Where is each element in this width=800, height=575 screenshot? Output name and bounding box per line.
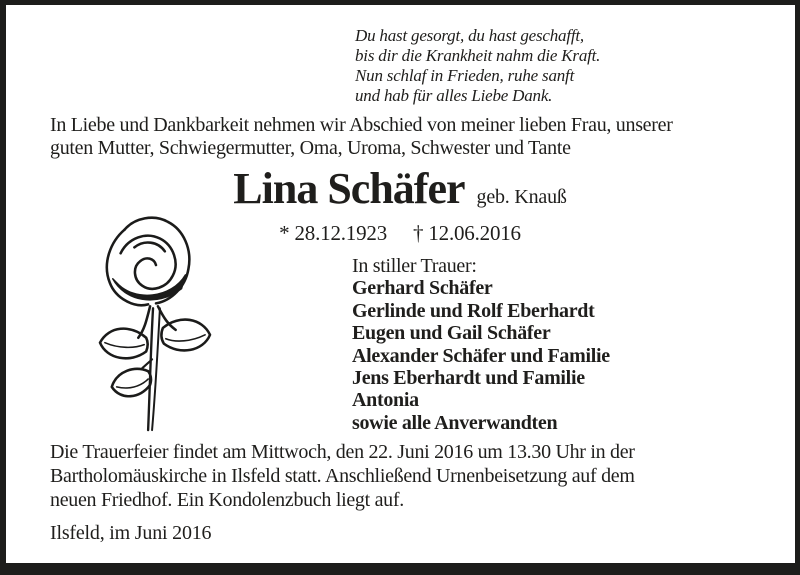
funeral-details — [50, 440, 635, 512]
mourner-name: Eugen und Gail Schäfer — [352, 322, 551, 345]
mourner-name: Gerhard Schäfer — [352, 277, 493, 300]
intro-line: guten Mutter, Schwiegermutter, Oma, Uroma, Schwester und Tante — [50, 137, 571, 159]
poem-line: und hab für alles Liebe Dank. — [355, 86, 553, 105]
mourner-name: sowie alle Anverwandten — [352, 411, 558, 434]
mourners-block — [352, 255, 610, 434]
death-date: † 12.06.2016 — [413, 221, 521, 245]
maiden-name: geb. Knauß — [476, 186, 567, 208]
birth-date: * 28.12.1923 — [279, 221, 387, 245]
poem-line: Du hast gesorgt, du hast geschafft, — [355, 26, 584, 45]
funeral-line: Bartholomäuskirche in Ilsfeld statt. Anschließend Urnenbeisetzung auf dem — [50, 465, 635, 487]
farewell-intro-text — [50, 114, 673, 160]
deceased-name: Lina Schäfer — [233, 164, 465, 213]
mourners-heading: In stiller Trauer: — [352, 255, 477, 277]
deceased-name-row — [0, 163, 800, 214]
mourner-name: Alexander Schäfer und Familie — [352, 344, 610, 367]
rose-illustration — [90, 212, 220, 436]
funeral-line: Die Trauerfeier findet am Mittwoch, den 22. Juni 2016 um 13.30 Uhr in der — [50, 441, 635, 463]
intro-line: In Liebe und Dankbarkeit nehmen wir Abschied von meiner lieben Frau, unserer — [50, 114, 673, 136]
poem-line: bis dir die Krankheit nahm die Kraft. — [355, 46, 601, 65]
mourner-name: Jens Eberhardt und Familie — [352, 367, 585, 390]
mourner-name: Antonia — [352, 389, 419, 412]
place-and-date: Ilsfeld, im Juni 2016 — [50, 522, 212, 544]
poem-line: Nun schlaf in Frieden, ruhe sanft — [355, 66, 575, 85]
memorial-poem — [355, 26, 600, 106]
funeral-line: neuen Friedhof. Ein Kondolenzbuch liegt auf. — [50, 489, 404, 511]
mourner-name: Gerlinde und Rolf Eberhardt — [352, 299, 595, 322]
